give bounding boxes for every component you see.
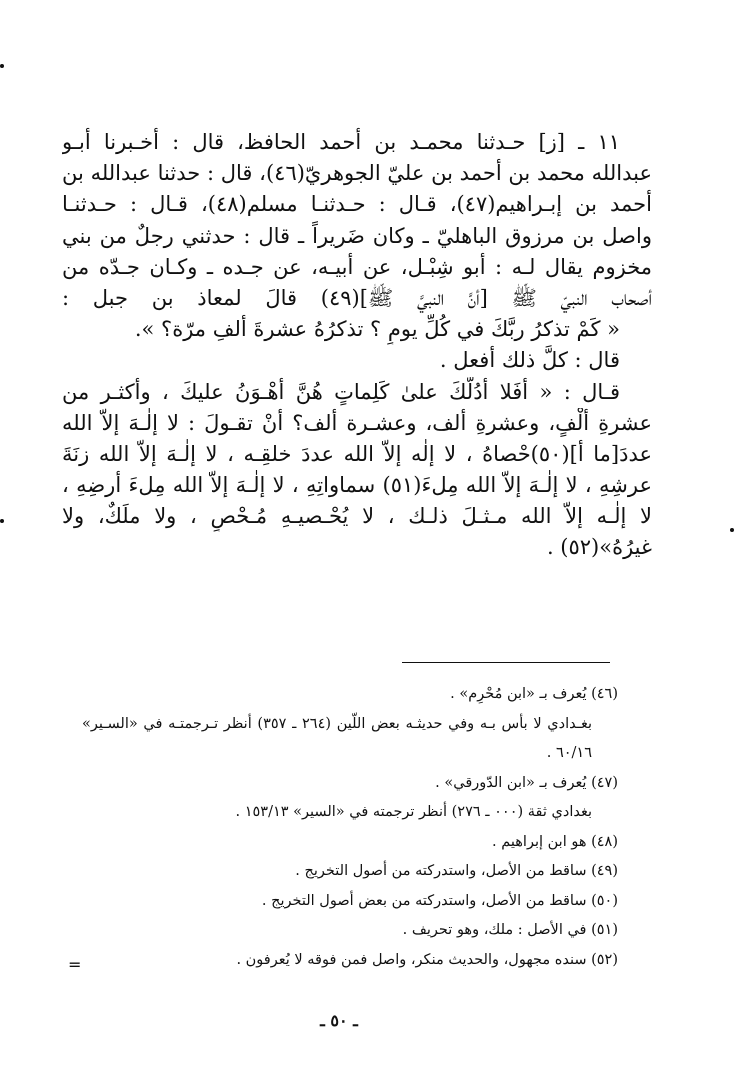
text-line: قـال : « أفَلا أدُلُّكَ علىٰ كَلِماتٍ هُنَّ أهْـوَنُ عليكَ ، وأكثـر من <box>62 379 620 404</box>
footnote-item: بغـدادي لا بأس بـه وفي حديثـه بعض اللّين (٢٦٤ ـ ٣٥٧) أنظر تـرجمتـه في «السـير» <box>82 715 593 732</box>
text-line: أحمد بن إبـراهيم(٤٧)، قـال : حـدثنـا مسلم(٤٨)، قـال : حـدثنـا <box>62 192 652 217</box>
text-line: عبدالله محمد بن أحمد بن عليّ الجوهريّ(٤٦)، قال : حدثنا عبدالله بن <box>62 161 652 186</box>
text-line: غيرُهُ»(٥٢) . <box>546 535 652 560</box>
continuation-mark: = <box>68 955 82 974</box>
text-line: عرشِهِ ، لا إلٰـهَ إلاّ الله مِلءَ(٥١) سماواتِهِ ، لا إلٰـهَ إلاّ الله مِلءَ أرضِهِ ، <box>62 473 652 498</box>
footnote-item: (٥٠) ساقط من الأصل، واستدركته من بعض أصول التخريج . <box>261 892 618 909</box>
footnote-item: (٤٨) هو ابن إبراهيم . <box>492 833 618 850</box>
footnote-item: (٥٢) سنده مجهول، والحديث منكر، واصل فمن فوقه لا يُعرفون . <box>236 951 618 968</box>
text-line: مخزوم يقال لـه : أبو شِبْـل، عن أبيـه، عن جـده ـ وكـان جـدّه من <box>62 254 652 279</box>
margin-mark-top <box>0 64 4 68</box>
footnote-item: (٤٧) يُعرف بـ «ابن الدّورقي» . <box>435 774 618 791</box>
footnote-item: (٤٩) ساقط من الأصل، واستدركته من أصول التخريج . <box>295 863 618 879</box>
page-number: ـ ٥٠ ـ <box>320 1011 358 1030</box>
text-line: ١١ ـ [ز] حـدثنا محمـد بن أحمد الحافظ، قال : أخـبرنا أبـو <box>62 130 620 154</box>
text-line: عددَ[ما أ](٥٠)حْصاهُ ، لا إلٰه إلاّ الله عددَ خلقِـه ، لا إلٰـهَ إلاّ الله زنَةَ <box>62 441 652 466</box>
text-line: قال : كلَّ ذلك أفعل . <box>439 348 620 373</box>
footnote-item: (٤٦) يُعرف بـ «ابن مُحْرِم» . <box>450 686 618 702</box>
footnote-item: (٥١) في الأصل : ملك، وهو تحريف . <box>402 922 618 938</box>
footnote-divider <box>402 662 610 663</box>
text-line: عشرةِ ألْفٍ، وعشرةِ ألف، وعشـرة ألف؟ أنْ تقـولَ : لا إلٰـهَ إلاّ الله <box>62 410 652 435</box>
text-line: واصل بن مرزوق الباهليّ ـ وكان ضَريراً ـ قال : حدثني رجلٌ من بني <box>62 223 652 248</box>
text-line: لا إلٰـه إلاّ الله مـثـلَ ذلـك ، لا يُحْـصيـهِ مُـحْصٍ ، ولا ملَكٌ، ولا <box>62 504 652 529</box>
footnote-item: ٦٠/١٦ . <box>546 745 592 761</box>
text-line: « كَمْ تذكرُ ربَّكَ في كُلِّ يومٍ ؟ تذكرُهُ عشرةَ ألفِ مرّة؟ ». <box>134 317 620 342</box>
footnote-item: بغدادي ثقة (٠٠٠ ـ ٢٧٦) أنظر ترجمته في «السير» ١٥٣/١٣ . <box>235 804 592 820</box>
margin-mark-middle <box>0 519 4 523</box>
hadith-text <box>62 127 652 564</box>
text-line: أصحاب النبيّ ﷺ [أنَّ النبيَّ ﷺ](٤٩) قالَ لمعاذ بن جبل : <box>62 285 652 310</box>
margin-mark-right <box>730 528 734 532</box>
footnotes <box>70 680 618 975</box>
